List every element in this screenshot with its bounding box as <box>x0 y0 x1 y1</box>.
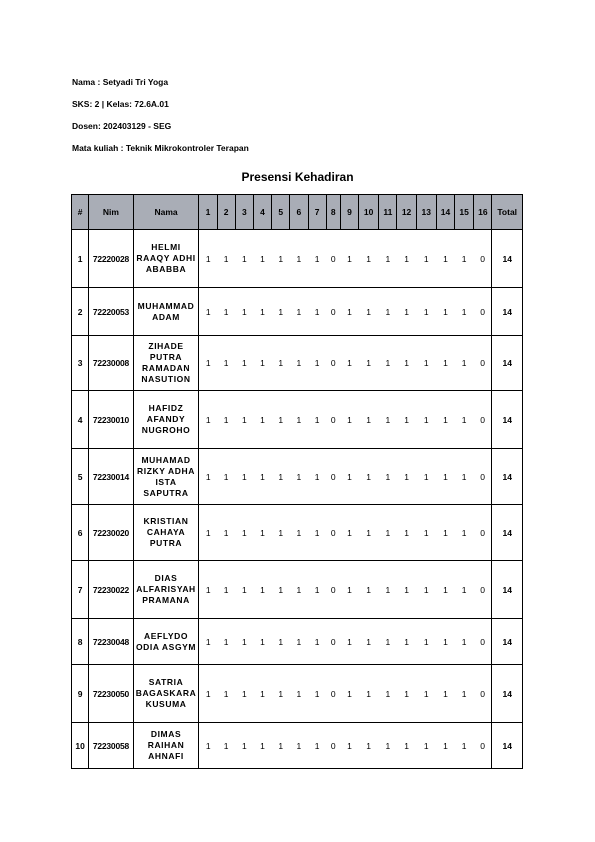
column-header: 6 <box>290 195 308 230</box>
table-row <box>72 665 523 723</box>
attendance-cell: 1 <box>455 230 474 288</box>
table-row <box>72 505 523 561</box>
nim-cell: 72230008 <box>89 336 133 391</box>
attendance-cell: 1 <box>455 665 474 723</box>
attendance-cell: 1 <box>290 505 308 561</box>
attendance-cell: 1 <box>235 391 253 449</box>
attendance-table <box>71 194 523 769</box>
attendance-cell: 1 <box>397 561 416 619</box>
column-header: 16 <box>474 195 492 230</box>
attendance-cell: 1 <box>253 505 271 561</box>
attendance-cell: 1 <box>340 619 358 665</box>
attendance-cell: 1 <box>340 665 358 723</box>
table-row <box>72 288 523 336</box>
column-header: Total <box>492 195 523 230</box>
table-row <box>72 561 523 619</box>
row-number-cell: 3 <box>72 336 89 391</box>
student-name-cell: KRISTIAN CAHAYA PUTRA <box>133 505 199 561</box>
attendance-cell: 1 <box>290 288 308 336</box>
attendance-cell: 1 <box>397 619 416 665</box>
sks-class-line: SKS: 2 | Kelas: 72.6A.01 <box>72 99 169 109</box>
attendance-cell: 1 <box>455 561 474 619</box>
attendance-cell: 0 <box>474 449 492 505</box>
row-number-cell: 8 <box>72 619 89 665</box>
attendance-cell: 1 <box>379 449 397 505</box>
attendance-cell: 1 <box>359 391 379 449</box>
attendance-cell: 1 <box>308 391 326 449</box>
attendance-cell: 1 <box>359 336 379 391</box>
attendance-cell: 1 <box>397 230 416 288</box>
attendance-cell: 0 <box>326 561 340 619</box>
attendance-cell: 1 <box>436 230 454 288</box>
column-header: 3 <box>235 195 253 230</box>
row-number-cell: 7 <box>72 561 89 619</box>
attendance-cell: 1 <box>272 505 290 561</box>
attendance-cell: 1 <box>217 723 235 769</box>
row-number-cell: 6 <box>72 505 89 561</box>
attendance-cell: 0 <box>326 288 340 336</box>
attendance-cell: 1 <box>359 288 379 336</box>
attendance-cell: 1 <box>290 665 308 723</box>
attendance-cell: 1 <box>379 230 397 288</box>
attendance-cell: 1 <box>308 230 326 288</box>
attendance-cell: 1 <box>217 619 235 665</box>
attendance-cell: 1 <box>199 230 217 288</box>
attendance-cell: 1 <box>199 561 217 619</box>
attendance-cell: 1 <box>199 336 217 391</box>
row-number-cell: 4 <box>72 391 89 449</box>
attendance-cell: 1 <box>290 449 308 505</box>
table-row <box>72 391 523 449</box>
attendance-cell: 1 <box>397 449 416 505</box>
attendance-cell: 1 <box>290 723 308 769</box>
student-name-cell: AEFLYDO ODIA ASGYM <box>133 619 199 665</box>
attendance-cell: 1 <box>235 449 253 505</box>
student-name-cell: ZIHADE PUTRA RAMADAN NASUTION <box>133 336 199 391</box>
attendance-cell: 1 <box>272 391 290 449</box>
attendance-cell: 1 <box>290 391 308 449</box>
student-name-cell: MUHAMMAD ADAM <box>133 288 199 336</box>
total-cell: 14 <box>492 336 523 391</box>
attendance-cell: 1 <box>436 723 454 769</box>
attendance-cell: 1 <box>199 449 217 505</box>
attendance-cell: 1 <box>217 505 235 561</box>
attendance-cell: 0 <box>326 723 340 769</box>
attendance-cell: 1 <box>290 561 308 619</box>
attendance-cell: 1 <box>253 723 271 769</box>
page-title: Presensi Kehadiran <box>241 170 354 184</box>
column-header: 11 <box>379 195 397 230</box>
attendance-cell: 1 <box>199 723 217 769</box>
column-header: 7 <box>308 195 326 230</box>
total-cell: 14 <box>492 723 523 769</box>
column-header: 9 <box>340 195 358 230</box>
attendance-cell: 1 <box>308 505 326 561</box>
nim-cell: 72230048 <box>89 619 133 665</box>
attendance-cell: 1 <box>235 665 253 723</box>
attendance-cell: 1 <box>308 288 326 336</box>
attendance-cell: 0 <box>326 391 340 449</box>
column-header: 2 <box>217 195 235 230</box>
nim-cell: 72220053 <box>89 288 133 336</box>
attendance-cell: 0 <box>326 230 340 288</box>
attendance-cell: 1 <box>308 336 326 391</box>
attendance-cell: 0 <box>326 665 340 723</box>
attendance-cell: 1 <box>308 723 326 769</box>
attendance-cell: 1 <box>217 288 235 336</box>
attendance-cell: 1 <box>359 619 379 665</box>
attendance-cell: 1 <box>253 449 271 505</box>
attendance-cell: 1 <box>217 561 235 619</box>
attendance-cell: 1 <box>272 230 290 288</box>
attendance-cell: 1 <box>272 665 290 723</box>
attendance-cell: 1 <box>436 665 454 723</box>
attendance-cell: 1 <box>416 449 436 505</box>
attendance-cell: 1 <box>397 665 416 723</box>
attendance-cell: 1 <box>217 449 235 505</box>
attendance-cell: 1 <box>253 336 271 391</box>
nim-cell: 72230014 <box>89 449 133 505</box>
attendance-cell: 1 <box>308 561 326 619</box>
total-cell: 14 <box>492 391 523 449</box>
attendance-cell: 1 <box>455 449 474 505</box>
column-header: 4 <box>253 195 271 230</box>
attendance-cell: 1 <box>272 288 290 336</box>
attendance-cell: 1 <box>290 619 308 665</box>
student-name-cell: DIAS ALFARISYAH PRAMANA <box>133 561 199 619</box>
column-header: # <box>72 195 89 230</box>
attendance-cell: 1 <box>253 230 271 288</box>
attendance-cell: 1 <box>416 336 436 391</box>
attendance-cell: 1 <box>455 288 474 336</box>
attendance-cell: 1 <box>436 391 454 449</box>
row-number-cell: 2 <box>72 288 89 336</box>
attendance-cell: 1 <box>272 561 290 619</box>
table-body <box>72 230 523 769</box>
attendance-cell: 1 <box>235 561 253 619</box>
column-header: 1 <box>199 195 217 230</box>
attendance-cell: 1 <box>436 336 454 391</box>
column-header: 15 <box>455 195 474 230</box>
attendance-cell: 1 <box>199 665 217 723</box>
column-header: Nim <box>89 195 133 230</box>
attendance-cell: 1 <box>379 723 397 769</box>
attendance-cell: 1 <box>340 336 358 391</box>
attendance-cell: 1 <box>340 505 358 561</box>
lecturer-line: Dosen: 202403129 - SEG <box>72 121 172 131</box>
column-header: 10 <box>359 195 379 230</box>
student-name-line: Nama : Setyadi Tri Yoga <box>72 77 169 87</box>
attendance-cell: 1 <box>416 723 436 769</box>
attendance-cell: 1 <box>308 449 326 505</box>
attendance-cell: 1 <box>436 505 454 561</box>
attendance-cell: 0 <box>474 391 492 449</box>
total-cell: 14 <box>492 619 523 665</box>
attendance-cell: 1 <box>199 391 217 449</box>
attendance-cell: 1 <box>416 619 436 665</box>
student-name-cell: HELMI RAAQY ADHI ABABBA <box>133 230 199 288</box>
attendance-cell: 0 <box>326 505 340 561</box>
attendance-cell: 1 <box>436 619 454 665</box>
attendance-cell: 1 <box>455 391 474 449</box>
attendance-cell: 1 <box>235 723 253 769</box>
table-header-row <box>72 195 523 230</box>
attendance-cell: 1 <box>308 619 326 665</box>
total-cell: 14 <box>492 449 523 505</box>
attendance-cell: 1 <box>379 561 397 619</box>
student-name-cell: MUHAMAD RIZKY ADHA ISTA SAPUTRA <box>133 449 199 505</box>
attendance-cell: 1 <box>235 505 253 561</box>
attendance-cell: 1 <box>359 230 379 288</box>
table-row <box>72 230 523 288</box>
attendance-cell: 1 <box>379 288 397 336</box>
attendance-cell: 1 <box>455 723 474 769</box>
attendance-cell: 1 <box>416 561 436 619</box>
attendance-cell: 1 <box>359 561 379 619</box>
total-cell: 14 <box>492 561 523 619</box>
attendance-cell: 1 <box>253 619 271 665</box>
attendance-cell: 0 <box>474 619 492 665</box>
attendance-cell: 0 <box>326 336 340 391</box>
attendance-cell: 1 <box>340 288 358 336</box>
total-cell: 14 <box>492 230 523 288</box>
attendance-cell: 1 <box>379 665 397 723</box>
attendance-cell: 0 <box>474 505 492 561</box>
column-header: Nama <box>133 195 199 230</box>
attendance-cell: 1 <box>455 505 474 561</box>
nim-cell: 72230050 <box>89 665 133 723</box>
student-name-cell: DIMAS RAIHAN AHNAFI <box>133 723 199 769</box>
attendance-cell: 1 <box>416 665 436 723</box>
attendance-cell: 0 <box>474 230 492 288</box>
total-cell: 14 <box>492 288 523 336</box>
attendance-cell: 1 <box>308 665 326 723</box>
attendance-cell: 1 <box>290 336 308 391</box>
attendance-cell: 1 <box>272 723 290 769</box>
attendance-cell: 1 <box>397 336 416 391</box>
attendance-cell: 1 <box>397 288 416 336</box>
column-header: 14 <box>436 195 454 230</box>
row-number-cell: 9 <box>72 665 89 723</box>
total-cell: 14 <box>492 665 523 723</box>
attendance-cell: 1 <box>340 391 358 449</box>
attendance-cell: 0 <box>474 723 492 769</box>
attendance-cell: 1 <box>379 619 397 665</box>
row-number-cell: 5 <box>72 449 89 505</box>
attendance-cell: 0 <box>326 449 340 505</box>
attendance-cell: 0 <box>474 288 492 336</box>
attendance-cell: 1 <box>359 505 379 561</box>
attendance-cell: 1 <box>253 391 271 449</box>
course-line: Mata kuliah : Teknik Mikrokontroler Terapan <box>72 143 249 153</box>
attendance-cell: 1 <box>272 449 290 505</box>
attendance-cell: 1 <box>253 288 271 336</box>
attendance-cell: 1 <box>359 665 379 723</box>
attendance-cell: 1 <box>379 336 397 391</box>
attendance-cell: 1 <box>397 505 416 561</box>
row-number-cell: 1 <box>72 230 89 288</box>
attendance-cell: 1 <box>272 619 290 665</box>
nim-cell: 72230010 <box>89 391 133 449</box>
table-row <box>72 336 523 391</box>
attendance-cell: 1 <box>416 505 436 561</box>
attendance-cell: 1 <box>340 230 358 288</box>
attendance-cell: 1 <box>436 449 454 505</box>
nim-cell: 72230058 <box>89 723 133 769</box>
attendance-cell: 1 <box>379 505 397 561</box>
attendance-cell: 1 <box>235 288 253 336</box>
attendance-cell: 1 <box>359 723 379 769</box>
attendance-cell: 1 <box>436 561 454 619</box>
attendance-cell: 1 <box>253 561 271 619</box>
attendance-cell: 1 <box>217 391 235 449</box>
total-cell: 14 <box>492 505 523 561</box>
attendance-cell: 0 <box>474 336 492 391</box>
attendance-cell: 1 <box>455 336 474 391</box>
nim-cell: 72220028 <box>89 230 133 288</box>
attendance-cell: 0 <box>474 561 492 619</box>
attendance-cell: 1 <box>253 665 271 723</box>
attendance-cell: 1 <box>199 619 217 665</box>
nim-cell: 72230020 <box>89 505 133 561</box>
nim-cell: 72230022 <box>89 561 133 619</box>
attendance-cell: 1 <box>340 723 358 769</box>
column-header: 12 <box>397 195 416 230</box>
attendance-cell: 1 <box>217 336 235 391</box>
attendance-cell: 1 <box>235 336 253 391</box>
attendance-cell: 1 <box>290 230 308 288</box>
attendance-cell: 1 <box>416 288 436 336</box>
attendance-cell: 1 <box>397 723 416 769</box>
column-header: 13 <box>416 195 436 230</box>
document-header <box>72 76 249 164</box>
attendance-cell: 1 <box>379 391 397 449</box>
attendance-cell: 1 <box>416 391 436 449</box>
row-number-cell: 10 <box>72 723 89 769</box>
student-name-cell: HAFIDZ AFANDY NUGROHO <box>133 391 199 449</box>
attendance-cell: 1 <box>199 505 217 561</box>
attendance-cell: 1 <box>272 336 290 391</box>
attendance-cell: 1 <box>455 619 474 665</box>
attendance-cell: 1 <box>340 561 358 619</box>
attendance-cell: 1 <box>235 619 253 665</box>
table-row <box>72 619 523 665</box>
attendance-cell: 1 <box>340 449 358 505</box>
student-name-cell: SATRIA BAGASKARA KUSUMA <box>133 665 199 723</box>
attendance-cell: 1 <box>235 230 253 288</box>
table-row <box>72 723 523 769</box>
attendance-cell: 1 <box>217 665 235 723</box>
attendance-cell: 0 <box>326 619 340 665</box>
attendance-cell: 1 <box>217 230 235 288</box>
column-header: 8 <box>326 195 340 230</box>
attendance-cell: 1 <box>436 288 454 336</box>
table-row <box>72 449 523 505</box>
attendance-cell: 1 <box>199 288 217 336</box>
attendance-cell: 1 <box>397 391 416 449</box>
attendance-cell: 0 <box>474 665 492 723</box>
attendance-cell: 1 <box>416 230 436 288</box>
column-header: 5 <box>272 195 290 230</box>
attendance-cell: 1 <box>359 449 379 505</box>
